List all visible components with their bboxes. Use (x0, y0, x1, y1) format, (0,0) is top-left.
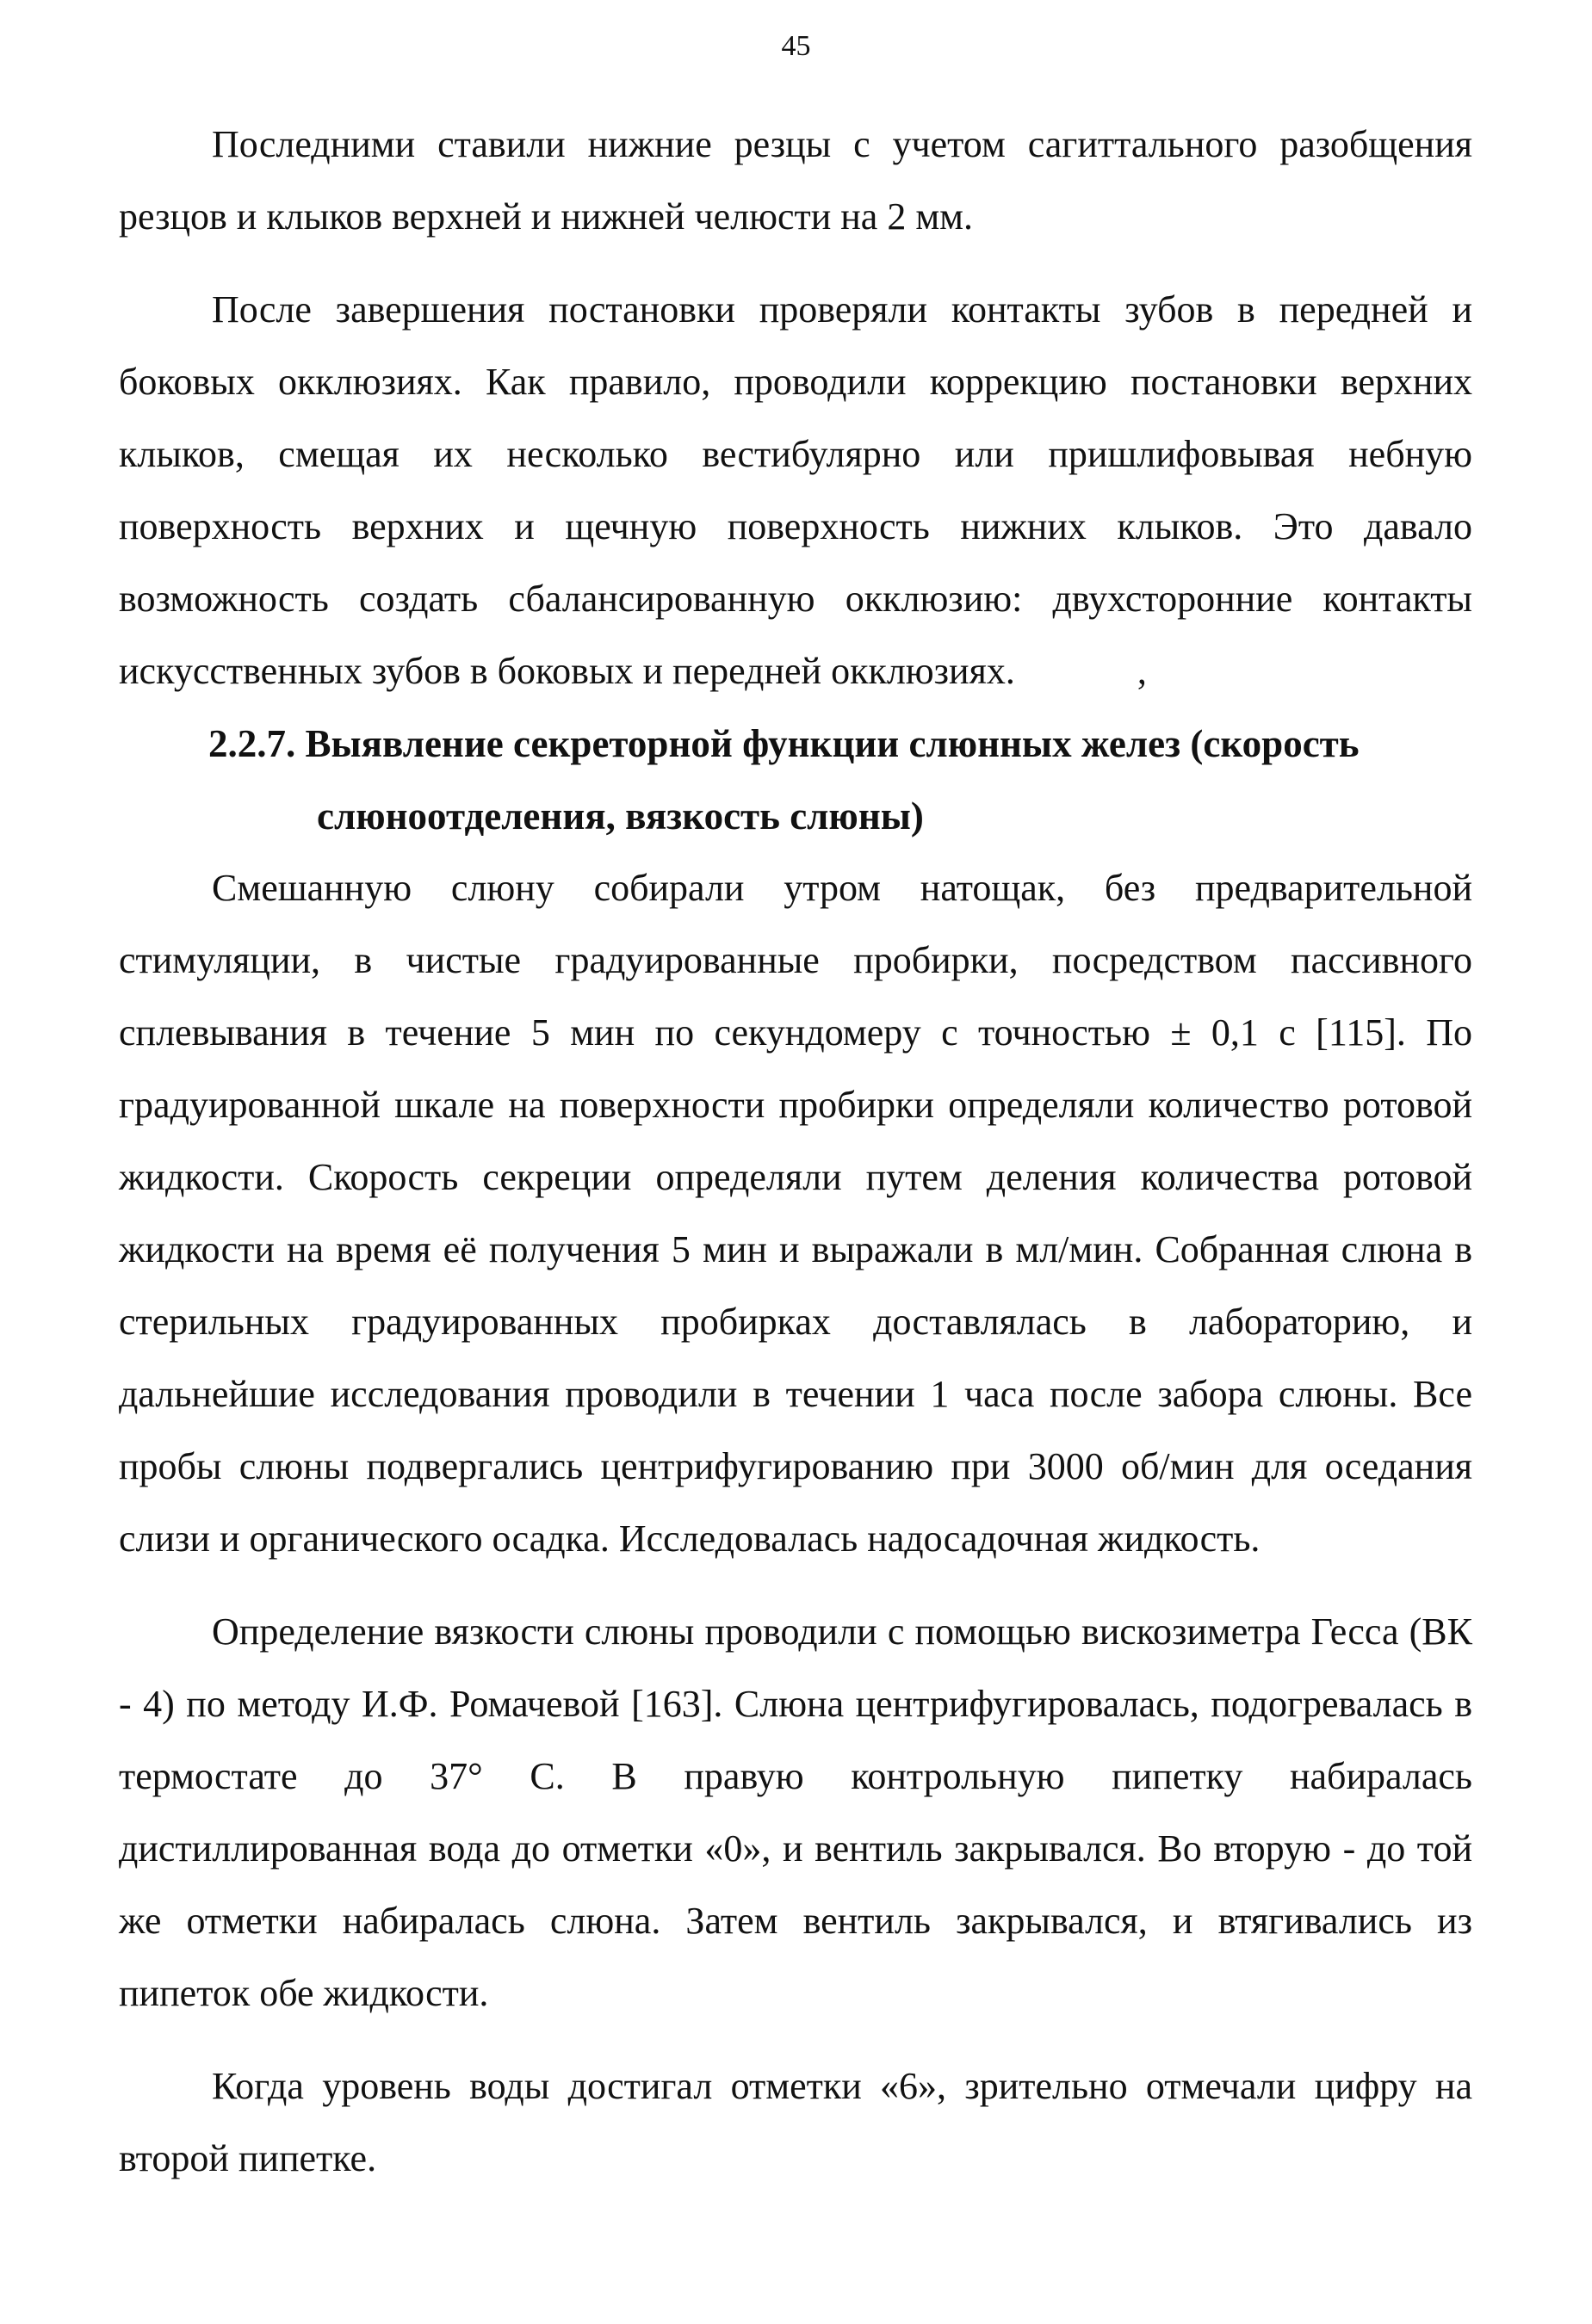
section-heading (119, 708, 1472, 852)
section-heading-line2: слюноотделения, вязкость слюны) (317, 794, 924, 838)
paragraph-water-level: Когда уровень воды достигал отметки «6», зрительно отмечали цифру на второй пипетке. (119, 2065, 1472, 2179)
section-heading-line1: 2.2.7. Выявление секреторной функции слюнных желез (скорость (208, 722, 1360, 765)
paragraph-incisors: Последними ставили нижние резцы с учетом сагиттального разобщения резцов и клыков верхней и нижней челюсти на 2 мм. (119, 123, 1472, 238)
paragraph-occlusion-text: После завершения постановки проверяли контакты зубов в передней и боковых окклюзиях. Как правило, проводили коррекцию постановки верхних клыков, смещая их несколько вестибулярно или пришлифовывая небную поверхность верхних и щечную поверхность нижних клыков. Это давало возможность создать сбалансированную окклюзию: двухсторонние контакты искусственных зубов в боковых и передней окклюзиях. (119, 288, 1472, 692)
paragraph-occlusion-check (119, 274, 1472, 708)
stray-mark: , (1137, 650, 1147, 692)
document-body (119, 108, 1472, 2195)
paragraph-saliva-collection: Смешанную слюну собирали утром натощак, без предварительной стимуляции, в чистые градуированные пробирки, посредством пассивного сплевывания в течение 5 мин по секундомеру с точностью ± 0,1 с [115]. По градуированной шкале на поверхности пробирки определяли количество ротовой жидкости. Скорость секреции определяли путем деления количества ротовой жидкости на время её получения 5 мин и выражали в мл/мин. Собранная слюна в стерильных градуированных пробирках доставлялась в лабораторию, и дальнейшие исследования проводили в течении 1 часа после забора слюны. Все пробы слюны подвергались центрифугированию при 3000 об/мин для оседания слизи и органического осадка. Исследовалась надосадочная жидкость. (119, 867, 1472, 1560)
page-number: 45 (781, 30, 811, 62)
paragraph-viscosity: Определение вязкости слюны проводили с помощью вискозиметра Гесса (ВК - 4) по методу И.Ф. Ромачевой [163]. Слюна центрифугировалась, подогревалась в термостате до 37° С. В правую контрольную пипетку набиралась дистиллированная вода до отметки «0», и вентиль закрывался. Во вторую - до той же отметки набиралась слюна. Затем вентиль закрывался, и втягивались из пипеток обе жидкости. (119, 1610, 1472, 2014)
